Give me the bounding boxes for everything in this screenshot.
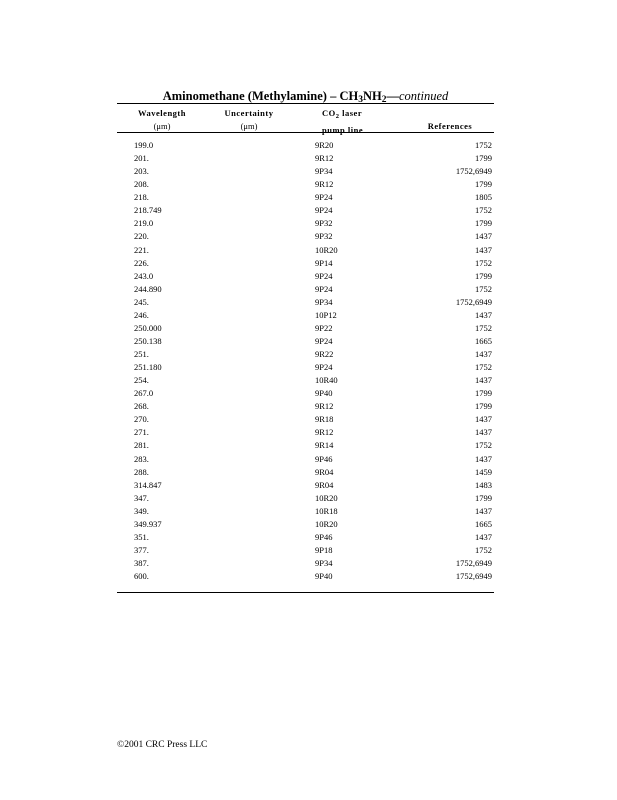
wavelength-cell: 201.	[134, 153, 149, 164]
wavelength-cell: 219.0	[134, 218, 154, 229]
table-row	[117, 400, 494, 413]
table-row	[117, 479, 494, 492]
table-row	[117, 570, 494, 583]
references-cell: 1799	[475, 492, 492, 503]
wavelength-cell: 271.	[134, 427, 149, 438]
pump-line-cell: 9P46	[315, 531, 333, 542]
pump-line-cell: 9R12	[315, 401, 334, 412]
references-cell: 1437	[475, 414, 492, 425]
table-row	[117, 230, 494, 243]
references-cell: 1799	[475, 179, 492, 190]
references-cell: 1665	[475, 518, 492, 529]
table-row	[117, 439, 494, 452]
references-cell: 1437	[475, 309, 492, 320]
references-cell: 1799	[475, 270, 492, 281]
references-cell: 1799	[475, 388, 492, 399]
references-cell: 1752,6949	[455, 166, 492, 177]
data-table	[117, 139, 494, 583]
table-row	[117, 453, 494, 466]
table-row	[117, 348, 494, 361]
wavelength-cell: 351.	[134, 531, 149, 542]
table-row	[117, 413, 494, 426]
wavelength-cell: 270.	[134, 414, 149, 425]
wavelength-cell: 268.	[134, 401, 149, 412]
top-rule	[117, 103, 494, 104]
wavelength-cell: 281.	[134, 440, 149, 451]
pump-line-cell: 10R20	[315, 518, 338, 529]
references-cell: 1752	[475, 205, 492, 216]
table-row	[117, 139, 494, 152]
pump-line-cell: 9R12	[315, 153, 334, 164]
references-cell: 1437	[475, 505, 492, 516]
table-row	[117, 557, 494, 570]
references-cell: 1437	[475, 349, 492, 359]
references-cell: 1799	[475, 153, 492, 164]
wavelength-cell: 387.	[134, 558, 149, 568]
wavelength-cell: 349.	[134, 505, 149, 516]
pump-line-cell: 9P14	[315, 257, 333, 268]
pump-line-cell: 9R12	[315, 427, 334, 438]
wavelength-cell: 250.138	[134, 335, 162, 346]
wavelength-cell: 347.	[134, 492, 149, 503]
wavelength-cell: 254.	[134, 375, 149, 386]
pump-line-cell: 9R20	[315, 140, 334, 150]
wavelength-cell: 377.	[134, 544, 149, 555]
pump-line-cell: 10P12	[315, 309, 337, 320]
wavelength-cell: 208.	[134, 179, 149, 190]
references-cell: 1752,6949	[455, 571, 492, 582]
table-row	[117, 178, 494, 191]
pump-line-cell: 9P40	[315, 571, 333, 582]
table-row	[117, 466, 494, 479]
wavelength-cell: 245.	[134, 296, 149, 307]
pump-line-cell: 9P18	[315, 544, 333, 555]
pump-line-cell: 9R14	[315, 440, 334, 451]
pump-line-cell: 9P24	[315, 335, 333, 346]
pump-line-cell: 9R22	[315, 349, 334, 359]
table-row	[117, 244, 494, 257]
references-cell: 1437	[475, 375, 492, 386]
wavelength-cell: 251.180	[134, 362, 162, 373]
pump-line-cell: 9P32	[315, 231, 333, 242]
table-row	[117, 492, 494, 505]
pump-line-cell: 9P22	[315, 322, 333, 333]
table-row	[117, 322, 494, 335]
pump-line-cell: 9R04	[315, 479, 334, 490]
header-pump-line: $CO_2$ laser pump line	[322, 108, 364, 135]
table-row	[117, 270, 494, 283]
wavelength-cell: 251.	[134, 349, 149, 359]
header-uncertainty: Uncertainty (μm)	[224, 108, 274, 131]
header-wavelength: Wavelength (μm)	[138, 108, 186, 131]
pump-line-cell: 9P46	[315, 453, 333, 464]
references-cell: 1752	[475, 322, 492, 333]
header-rule	[117, 132, 494, 133]
references-cell: 1437	[475, 427, 492, 438]
wavelength-cell: 244.890	[134, 283, 162, 294]
pump-line-cell: 10R20	[315, 492, 338, 503]
pump-line-cell: 9P24	[315, 205, 333, 216]
table-row	[117, 309, 494, 322]
wavelength-cell: 220.	[134, 231, 149, 242]
references-cell: 1752	[475, 140, 492, 150]
pump-line-cell: 9P24	[315, 270, 333, 281]
references-cell: 1799	[475, 218, 492, 229]
wavelength-cell: 314.847	[134, 479, 162, 490]
references-cell: 1752,6949	[455, 296, 492, 307]
table-row	[117, 426, 494, 439]
table-row	[117, 152, 494, 165]
table-row	[117, 165, 494, 178]
references-cell: 1752	[475, 440, 492, 451]
table-row	[117, 361, 494, 374]
table-row	[117, 544, 494, 557]
pump-line-cell: 10R20	[315, 244, 338, 255]
pump-line-cell: 9P24	[315, 283, 333, 294]
wavelength-cell: 221.	[134, 244, 149, 255]
references-cell: 1752	[475, 362, 492, 373]
references-cell: 1799	[475, 401, 492, 412]
references-cell: 1437	[475, 531, 492, 542]
wavelength-cell: 246.	[134, 309, 149, 320]
table-row	[117, 518, 494, 531]
references-cell: 1665	[475, 335, 492, 346]
references-cell: 1437	[475, 244, 492, 255]
pump-line-cell: 9P34	[315, 558, 333, 568]
pump-line-cell: 9P24	[315, 362, 333, 373]
wavelength-cell: 283.	[134, 453, 149, 464]
wavelength-cell: 267.0	[134, 388, 154, 399]
table-row	[117, 191, 494, 204]
bottom-rule	[117, 592, 494, 593]
header-references: References	[427, 120, 473, 131]
references-cell: 1437	[475, 231, 492, 242]
pump-line-cell: 9P34	[315, 166, 333, 177]
continued-label: continued	[398, 89, 449, 103]
table-row	[117, 204, 494, 217]
wavelength-cell: 226.	[134, 257, 149, 268]
wavelength-cell: 243.0	[134, 270, 154, 281]
wavelength-cell: 203.	[134, 166, 149, 177]
pump-line-cell: 9P32	[315, 218, 333, 229]
pump-line-cell: 9P40	[315, 388, 333, 399]
pump-line-cell: 9R18	[315, 414, 334, 425]
pump-line-cell: 9P34	[315, 296, 333, 307]
wavelength-cell: 349.937	[134, 518, 162, 529]
table-row	[117, 387, 494, 400]
wavelength-cell: 600.	[134, 571, 149, 582]
wavelength-cell: 199.0	[134, 140, 154, 150]
pump-line-cell: 10R18	[315, 505, 338, 516]
references-cell: 1752	[475, 257, 492, 268]
references-cell: 1752	[475, 544, 492, 555]
table-row	[117, 335, 494, 348]
table-row	[117, 531, 494, 544]
pump-line-cell: 9R04	[315, 466, 334, 477]
table-row	[117, 505, 494, 518]
wavelength-cell: 250.000	[134, 322, 162, 333]
table-row	[117, 374, 494, 387]
references-cell: 1483	[475, 479, 492, 490]
references-cell: 1752	[475, 283, 492, 294]
table-row	[117, 283, 494, 296]
references-cell: 1805	[475, 192, 492, 203]
references-cell: 1437	[475, 453, 492, 464]
pump-line-cell: 9P24	[315, 192, 333, 203]
table-row	[117, 296, 494, 309]
references-cell: 1459	[475, 466, 492, 477]
wavelength-cell: 218.749	[134, 205, 162, 216]
pump-line-cell: 10R40	[315, 375, 338, 386]
table-row	[117, 257, 494, 270]
references-cell: 1752,6949	[455, 558, 492, 568]
table-title: Aminomethane (Methylamine) – $CH_3NH_2—continued$	[162, 89, 449, 105]
pump-line-cell: 9R12	[315, 179, 334, 190]
wavelength-cell: 218.	[134, 192, 149, 203]
copyright-footer: ©2001 CRC Press LLC	[117, 740, 208, 750]
wavelength-cell: 288.	[134, 466, 149, 477]
table-row	[117, 217, 494, 230]
